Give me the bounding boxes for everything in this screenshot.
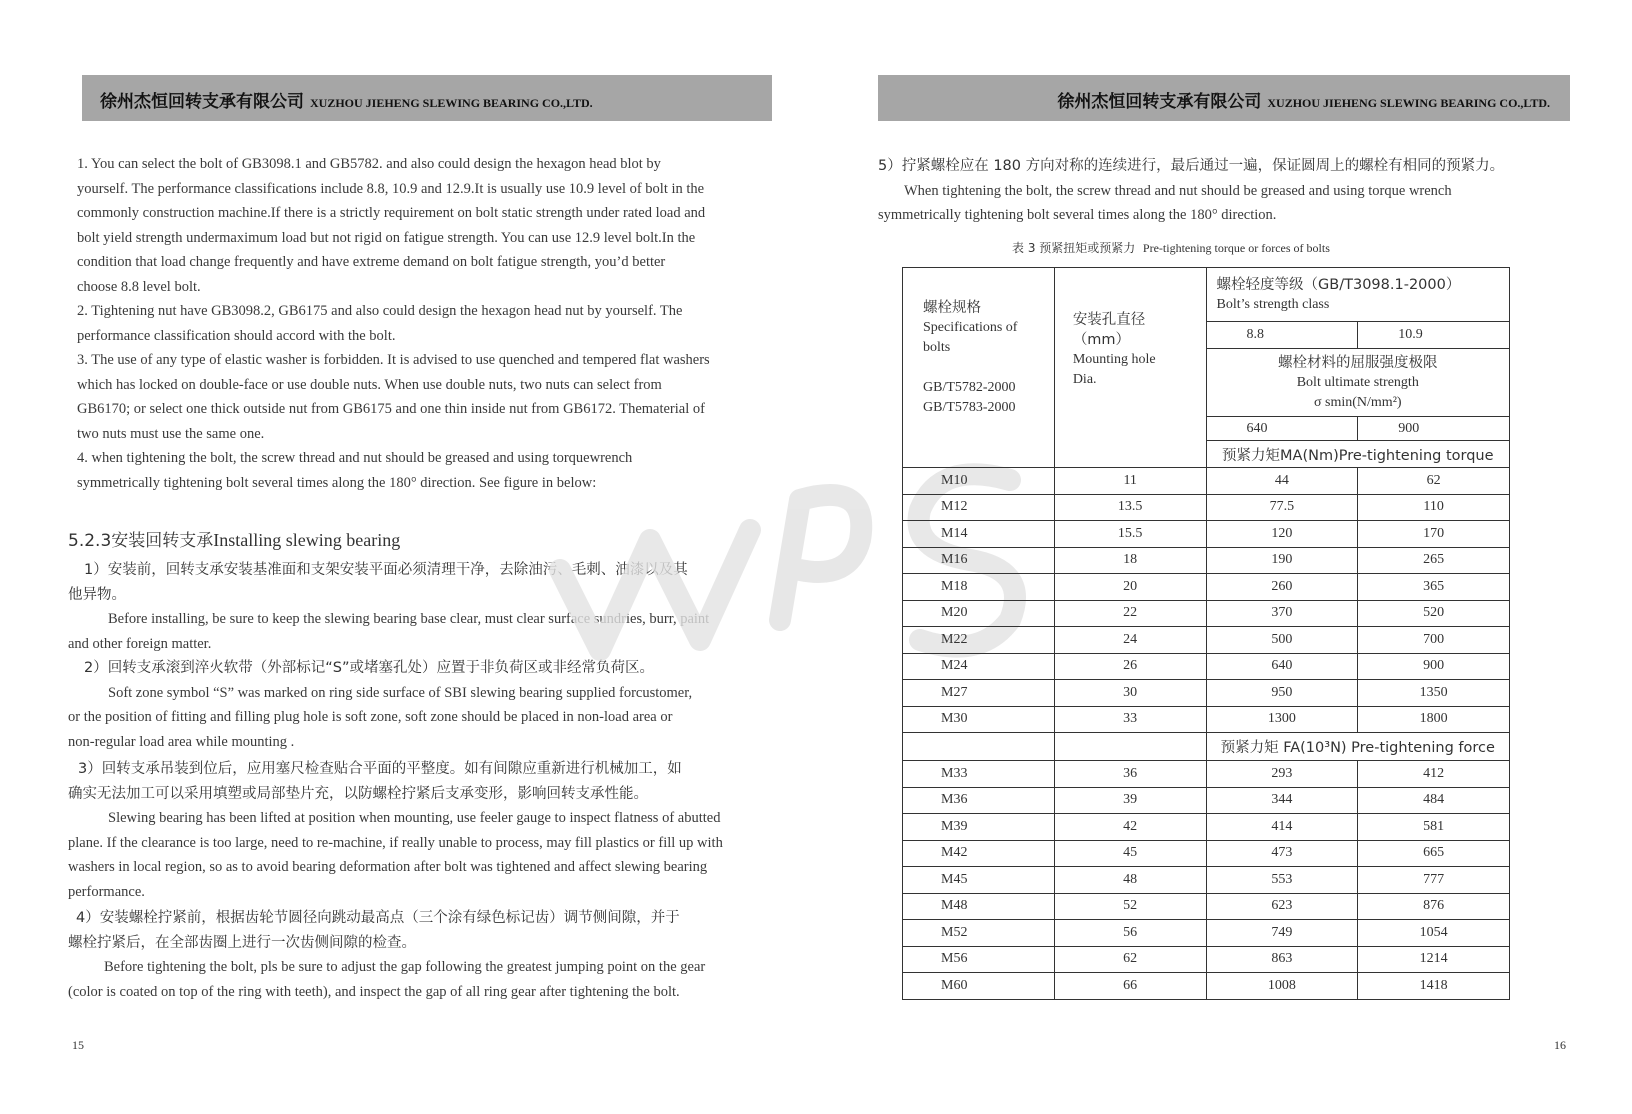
section-title-cn: 5.2.3安装回转支承 [68,531,214,551]
value-10-9-cell: 876 [1358,893,1510,920]
header-ultimate-strength [1206,349,1509,417]
text-line: which has locked on double-face or use double nuts. When use double nuts, two nuts can select from [77,376,662,393]
ultimate-8-8: 640 [1206,417,1358,441]
step-cn: 确实无法加工可以采用填塑或局部垫片充，以防螺栓拧紧后支承变形，影响回转支承性能。 [68,785,648,802]
hole-dia-cell: 24 [1054,627,1206,654]
value-10-9-cell: 700 [1358,627,1510,654]
header-bolt-spec [903,268,1055,468]
header-text: GB/T5783-2000 [923,400,1016,415]
step-en: Soft zone symbol “S” was marked on ring side surface of SBI slewing bearing supplied forcustomer, [108,684,693,701]
table-row [903,867,1510,894]
bolt-size-cell: M42 [903,840,1055,867]
text-line: commonly construction machine.If there is a strictly requirement on bolt static strength under rated load and [77,205,706,221]
table-row [903,787,1510,814]
value-8-8-cell: 120 [1206,521,1358,548]
right-header-bar [878,75,1570,121]
text-line: 3. The use of any type of elastic washer is forbidden. It is advised to use quenched and tempered flat washers [77,352,710,368]
text-line: condition that load change frequently and have extreme demand on bolt fatigue strength, you’d better [77,254,666,270]
value-8-8-cell: 44 [1206,468,1358,495]
header-text: GB/T5782-2000 [923,380,1016,395]
value-8-8-cell: 77.5 [1206,494,1358,521]
step-en: symmetrically tightening bolt several times along the 180° direction. [878,207,1277,223]
hole-dia-cell: 26 [1054,653,1206,680]
hole-dia-cell: 11 [1054,468,1206,495]
section-title [68,526,400,551]
bolt-size-cell: M39 [903,814,1055,841]
step-cn: 3）回转支承吊装到位后，应用塞尺检查贴合平面的平整度。如有间隙应重新进行机械加工，如 [78,761,682,777]
hole-dia-cell: 42 [1054,814,1206,841]
bolt-item-2 [77,299,682,348]
header-text: 螺栓轻度等级（GB/T3098.1-2000） [1216,276,1461,293]
header-hole-dia [1054,268,1206,468]
header-text: 安装孔直径 [1072,312,1146,328]
hole-dia-cell: 33 [1054,706,1206,733]
table-row [903,706,1510,733]
table-row [903,814,1510,841]
text-line: performance classification should accord with the bolt. [77,327,396,344]
table-caption-en: Pre-tightening torque or forces of bolts [1142,241,1330,255]
value-8-8-cell: 260 [1206,574,1358,601]
step-cn: 他异物。 [68,586,126,603]
force-subheader-row [903,733,1510,761]
value-10-9-cell: 1214 [1358,946,1510,973]
hole-dia-cell: 48 [1054,867,1206,894]
bolt-size-cell: M12 [903,494,1055,521]
value-10-9-cell: 777 [1358,867,1510,894]
table-row [903,627,1510,654]
bolt-size-cell: M30 [903,706,1055,733]
table-row [903,680,1510,707]
company-name-cn: 徐州杰恒回转支承有限公司 [100,92,304,112]
table-row [903,893,1510,920]
table-caption-cn: 表 3 预紧扭矩或预紧力 [1012,241,1136,255]
page-number: 15 [72,1038,84,1052]
hole-dia-cell: 20 [1054,574,1206,601]
header-text: 螺栓材料的屈服强度极限 [1278,354,1438,371]
bolt-size-cell: M27 [903,680,1055,707]
step-2 [68,656,692,754]
step-en: (color is coated on top of the ring with teeth), and inspect the gap of all ring gear after tightening the bolt. [68,983,680,1000]
bolt-size-cell: M52 [903,920,1055,947]
hole-dia-cell: 30 [1054,680,1206,707]
header-text: Bolt ultimate strength [1296,374,1419,390]
value-10-9-cell: 412 [1358,761,1510,788]
step-en: Before installing, be sure to keep the slewing bearing base clear, must clear surface sundries, burr, paint [108,611,710,627]
hole-dia-cell: 45 [1054,840,1206,867]
bolt-size-cell: M20 [903,600,1055,627]
table-row [903,946,1510,973]
hole-dia-cell: 15.5 [1054,521,1206,548]
value-8-8-cell: 370 [1206,600,1358,627]
bolt-size-cell: M10 [903,468,1055,495]
text-line: choose 8.8 level bolt. [77,278,201,295]
bolt-size-cell: M45 [903,867,1055,894]
table-row [903,973,1510,1000]
table-row [903,653,1510,680]
text-line: 4. when tightening the bolt, the screw thread and nut should be greased and using torquewrench [77,450,633,466]
bolt-size-cell: M60 [903,973,1055,1000]
step-3 [68,757,723,904]
step-en: performance. [68,883,145,900]
step-en: plane. If the clearance is too large, need to re-machine, if really unable to process, may fill plastics or fill up with [68,834,723,851]
grade-8-8: 8.8 [1206,322,1358,349]
value-10-9-cell: 1054 [1358,920,1510,947]
value-8-8-cell: 640 [1206,653,1358,680]
value-10-9-cell: 265 [1358,547,1510,574]
company-name-cn: 徐州杰恒回转支承有限公司 [1057,92,1262,112]
torque-subheader: 预紧力矩MA(Nm)Pre-tightening torque [1206,441,1509,468]
grade-10-9: 10.9 [1358,322,1510,349]
step-5 [878,154,1504,228]
value-10-9-cell: 62 [1358,468,1510,495]
value-8-8-cell: 1300 [1206,706,1358,733]
hole-dia-cell: 52 [1054,893,1206,920]
hole-dia-cell: 56 [1054,920,1206,947]
hole-dia-cell: 13.5 [1054,494,1206,521]
step-cn: 1）安装前，回转支承安装基准面和支架安装平面必须清理干净，去除油污、毛刺、油漆以及其 [84,562,688,578]
value-8-8-cell: 293 [1206,761,1358,788]
hole-dia-cell: 18 [1054,547,1206,574]
table-row [903,468,1510,495]
step-cn: 2）回转支承滚到淬火软带（外部标记“S”或堵塞孔处）应置于非负荷区或非经常负荷区。 [84,660,654,676]
hole-dia-cell: 39 [1054,787,1206,814]
value-10-9-cell: 170 [1358,521,1510,548]
value-10-9-cell: 110 [1358,494,1510,521]
value-8-8-cell: 414 [1206,814,1358,841]
hole-dia-cell: 66 [1054,973,1206,1000]
table-row [903,600,1510,627]
hole-dia-cell: 62 [1054,946,1206,973]
value-10-9-cell: 484 [1358,787,1510,814]
value-10-9-cell: 581 [1358,814,1510,841]
bolt-size-cell: M14 [903,521,1055,548]
text-line: 1. You can select the bolt of GB3098.1 and GB5782. and also could design the hexagon head blot by [77,156,661,172]
bolt-size-cell: M24 [903,653,1055,680]
value-10-9-cell: 900 [1358,653,1510,680]
bolt-size-cell: M56 [903,946,1055,973]
force-subheader: 预紧力矩 FA(10³N) Pre-tightening force [1206,733,1509,761]
bolt-size-cell: M33 [903,761,1055,788]
header-text: Mounting hole [1072,352,1156,367]
step-en: non-regular load area while mounting . [68,733,295,750]
header-text: Dia. [1072,372,1097,387]
header-text: Bolt’s strength class [1216,296,1330,312]
bolt-size-cell: M36 [903,787,1055,814]
text-line: GB6170; or select one thick outside nut from GB6175 and one thin inside nut from GB6172. Thematerial of [77,401,705,417]
hole-dia-cell: 36 [1054,761,1206,788]
page-number: 16 [1554,1038,1566,1052]
table-caption [1012,239,1330,256]
hole-dia-cell: 22 [1054,600,1206,627]
value-10-9-cell: 520 [1358,600,1510,627]
value-8-8-cell: 749 [1206,920,1358,947]
text-line: yourself. The performance classifications include 8.8, 10.9 and 12.9.It is usually use 10.9 level of bolt in the [77,180,705,197]
step-en: or the position of fitting and filling plug hole is soft zone, soft zone should be placed in non-load area or [68,709,673,725]
value-8-8-cell: 863 [1206,946,1358,973]
header-strength-class [1206,268,1509,322]
value-10-9-cell: 1350 [1358,680,1510,707]
text-line: two nuts must use the same one. [77,425,265,442]
bolt-item-4 [77,446,632,495]
value-10-9-cell: 1800 [1358,706,1510,733]
header-text: （mm） [1072,332,1131,348]
step-en: When tightening the bolt, the screw thread and nut should be greased and using torque wrench [904,182,1452,199]
value-8-8-cell: 553 [1206,867,1358,894]
value-8-8-cell: 344 [1206,787,1358,814]
table-row [903,574,1510,601]
header-text: Specifications of [923,320,1018,335]
value-8-8-cell: 500 [1206,627,1358,654]
bolt-size-cell: M18 [903,574,1055,601]
step-en: washers in local region, so as to avoid bearing deformation after bolt was tightened and affect slewing bearing [68,859,708,875]
step-1 [68,558,709,656]
step-cn: 5）拧紧螺栓应在 180 方向对称的连续进行，最后通过一遍，保证圆周上的螺栓有相同的预紧力。 [878,158,1505,174]
table-row [903,920,1510,947]
step-en: and other foreign matter. [68,635,212,652]
value-10-9-cell: 1418 [1358,973,1510,1000]
bolt-item-3 [77,348,710,446]
value-10-9-cell: 665 [1358,840,1510,867]
bolt-size-cell: M16 [903,547,1055,574]
bolt-item-1 [77,152,705,299]
step-en: Before tightening the bolt, pls be sure to adjust the gap following the greatest jumping point on the gear [104,959,706,975]
empty-cell [903,733,1055,761]
value-8-8-cell: 950 [1206,680,1358,707]
bolt-torque-table [902,267,1510,1000]
ultimate-10-9: 900 [1358,417,1510,441]
left-header-bar [82,75,772,121]
text-line: 2. Tightening nut have GB3098.2, GB6175 and also could design the hexagon head nut by yourself. The [77,303,683,319]
text-line: bolt yield strength undermaximum load but not rigid on fatigue strength. You can use 12.9 level bolt.In the [77,229,696,246]
table-row [903,494,1510,521]
table-row [903,761,1510,788]
step-cn: 螺栓拧紧后，在全部齿圈上进行一次齿侧间隙的检查。 [68,934,416,951]
header-text: bolts [923,340,951,355]
company-name-en: XUZHOU JIEHENG SLEWING BEARING CO.,LTD. [310,96,593,110]
bolt-size-cell: M22 [903,627,1055,654]
empty-cell [1054,733,1206,761]
value-8-8-cell: 473 [1206,840,1358,867]
header-text: 螺栓规格 [923,300,981,316]
table-row [903,547,1510,574]
header-text: σ smin(N/mm²) [1313,394,1402,410]
value-8-8-cell: 190 [1206,547,1358,574]
step-4 [68,906,705,1004]
section-title-en: Installing slewing bearing [213,530,401,550]
value-10-9-cell: 365 [1358,574,1510,601]
value-8-8-cell: 623 [1206,893,1358,920]
bolt-size-cell: M48 [903,893,1055,920]
company-name-en: XUZHOU JIEHENG SLEWING BEARING CO.,LTD. [1267,96,1550,110]
text-line: symmetrically tightening bolt several times along the 180° direction. See figure in below: [77,474,597,491]
step-en: Slewing bearing has been lifted at position when mounting, use feeler gauge to inspect flatness of abutted [108,810,721,826]
value-8-8-cell: 1008 [1206,973,1358,1000]
step-cn: 4）安装螺栓拧紧前，根据齿轮节圆径向跳动最高点（三个涂有绿色标记齿）调节侧间隙，并于 [76,910,680,926]
table-row [903,521,1510,548]
table-row [903,840,1510,867]
